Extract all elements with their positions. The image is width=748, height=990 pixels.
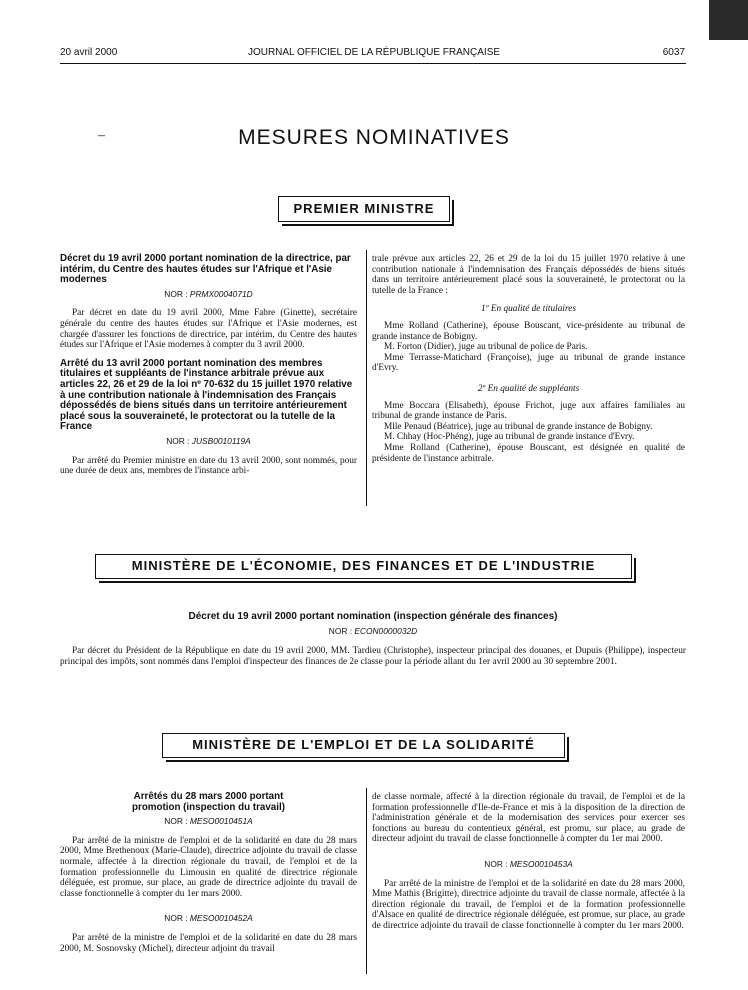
emploi-left-column (60, 792, 357, 954)
arretes-title: Arrêtés du 28 mars 2000 portant promotion (inspection du travail) (132, 791, 285, 813)
premier-ministre-left-column (60, 254, 357, 477)
nor-code: MESO0010451A (189, 816, 253, 827)
nor-reference: NOR : MESO0010453A (484, 858, 573, 869)
nor-code: JUSB0010119A (191, 435, 251, 446)
member-entry: M. Chhay (Hoc-Phéng), juge au tribunal de grande instance d'Evry. (384, 432, 635, 443)
economie-section (60, 612, 686, 667)
ministry-title: MINISTÈRE DE L'ÉCONOMIE, DES FINANCES ET DE L'INDUSTRIE (131, 558, 596, 573)
ministry-box-premier-ministre (278, 196, 450, 222)
decret-title: Décret du 19 avril 2000 portant nomination (inspection générale des finances) (188, 611, 558, 622)
decret-text: Par décret du Président de la République en date du 19 avril 2000, MM. Tardieu (Christophe), inspecteur principal des douanes, et Dupuis (Philippe), inspecteur principal des impôts, sont nommés dans l'emploi d'inspecteur des finances de 2e classe pour la période allant du 1er avril 2000 au 30 septembre 2001. (60, 646, 686, 667)
header-rule (60, 63, 686, 64)
nor-reference: NOR : PRMX0004071D (164, 288, 253, 299)
nor-code: PRMX0004071D (189, 288, 253, 299)
arrete-text: Par arrêté de la ministre de l'emploi et de la solidarité en date du 28 mars 2000, Mme Mathis (Brigitte), directrice adjointe du travail de classe normale, affectée à la direction régionale du travail, de l'emploi et de la formation professionnelle d'Alsace en qualité de directrice régionale déléguée, est promue, sur place, au grade de directrice adjointe du travail de classe fonctionnelle à compter du 1er mars 2000. (372, 878, 685, 931)
column-divider (366, 788, 367, 974)
ministry-title: PREMIER MINISTRE (293, 201, 435, 216)
nor-code: MESO0010453A (509, 858, 573, 869)
ministry-title: MINISTÈRE DE L'EMPLOI ET DE LA SOLIDARITÉ (192, 737, 535, 752)
arrete-text: Par arrêté de la ministre de l'emploi et de la solidarité en date du 28 mars 2000, Mme Brethenoux (Marie-Claude), directrice adjointe du travail de classe normale, affectée à la direction régionale du travail, de l'emploi et de la formation professionnelle du Limousin en qualité de directrice régionale déléguée, est promue, sur place, au grade de directrice adjointe du travail de classe fonctionnelle à compter du 1er mars 2000. (60, 835, 357, 899)
emploi-right-column (372, 792, 685, 932)
subheading-titulaires: 1º En qualité de titulaires (481, 304, 576, 315)
header-date: 20 avril 2000 (60, 47, 118, 58)
member-entry: Mme Boccara (Elisabeth), épouse Frichot, juge aux affaires familiales au tribunal de grande instance de Paris. (372, 400, 685, 422)
stray-dash: – (98, 128, 105, 143)
nor-reference: NOR : MESO0010452A (164, 913, 253, 924)
arrete-title: Arrêté du 13 avril 2000 portant nomination des membres titulaires et suppléants de l'instance arbitrale prévue aux articles 22, 26 et 29 de la loi nº 70-632 du 15 juillet 1970 relative à une contribution nationale à l'indemnisation des Français dépossédés de biens situés dans un territoire antérieurement placé sous la souveraineté, le protectorat ou la tutelle de la France (60, 357, 353, 433)
premier-ministre-right-column (372, 254, 685, 464)
ministry-box-economie (95, 554, 632, 579)
decret-text: Par décret en date du 19 avril 2000, Mme Fabre (Ginette), secrétaire générale du centre des hautes études sur l'Afrique et l'Asie modernes, est chargée d'assurer les fonctions de directrice, par intérim, du Centre des hautes études sur l'Afrique et l'Asie modernes à compter du 3 avril 2000. (60, 308, 357, 351)
member-entry: Mme Rolland (Catherine), épouse Bouscant, est désignée en qualité de présidente de l'instance arbitrale. (372, 442, 685, 464)
nor-code: ECON0000032D (354, 625, 418, 636)
member-entry: M. Forton (Didier), juge au tribunal de police de Paris. (384, 342, 588, 353)
arrete-continued-text: de classe normale, affecté à la direction régionale du travail, de l'emploi et de la formation professionnelle d'Ile-de-France et mis à la disposition de la direction de l'administration générale et de la modernisation des services pour exercer ses fonctions au bureau du contentieux général, est promu, sur place, au grade de directeur adjoint du travail de classe fonctionnelle à compter du 1er mai 2000. (372, 792, 685, 845)
corner-registration-mark (709, 0, 748, 40)
ministry-box-emploi (162, 733, 565, 758)
nor-code: MESO0010452A (189, 913, 253, 924)
page-title: MESURES NOMINATIVES (238, 126, 510, 149)
header-journal-title: JOURNAL OFFICIEL DE LA RÉPUBLIQUE FRANÇAISE (247, 47, 501, 58)
decret-title: Décret du 19 avril 2000 portant nomination de la directrice, par intérim, du Centre des hautes études sur l'Afrique et l'Asie modernes (60, 253, 351, 286)
subheading-suppleants: 2º En qualité de suppléants (477, 383, 580, 394)
nor-reference: NOR : MESO0010451A (164, 816, 253, 827)
arrete-text: Par arrêté de la ministre de l'emploi et de la solidarité en date du 28 mars 2000, M. Sosnovsky (Michel), directeur adjoint du travail (60, 932, 357, 954)
member-entry: Mlle Penaud (Béatrice), juge au tribunal de grande instance de Bobigny. (384, 421, 653, 432)
nor-reference: NOR : ECON0000032D (328, 625, 418, 636)
column-divider (366, 250, 367, 506)
member-entry: Mme Terrasse-Matichard (Françoise), juge au tribunal de grande instance d'Evry. (372, 352, 685, 374)
header-page-number: 6037 (662, 47, 685, 58)
arrete-text: Par arrêté du Premier ministre en date du 13 avril 2000, sont nommés, pour une durée de deux ans, membres de l'instance arbi- (60, 455, 357, 477)
arrete-continued-text: trale prévue aux articles 22, 26 et 29 de la loi du 15 juillet 1970 relative à une contribution nationale à l'indemnisation des Français dépossédés de biens situés dans un territoire antérieurement placé sous la souveraineté, le protectorat ou la tutelle de la France : (372, 254, 685, 296)
member-entry: Mme Rolland (Catherine), épouse Bouscant, vice-présidente au tribunal de grande instance de Bobigny. (372, 320, 685, 342)
nor-reference: NOR : JUSB0010119A (166, 435, 251, 446)
